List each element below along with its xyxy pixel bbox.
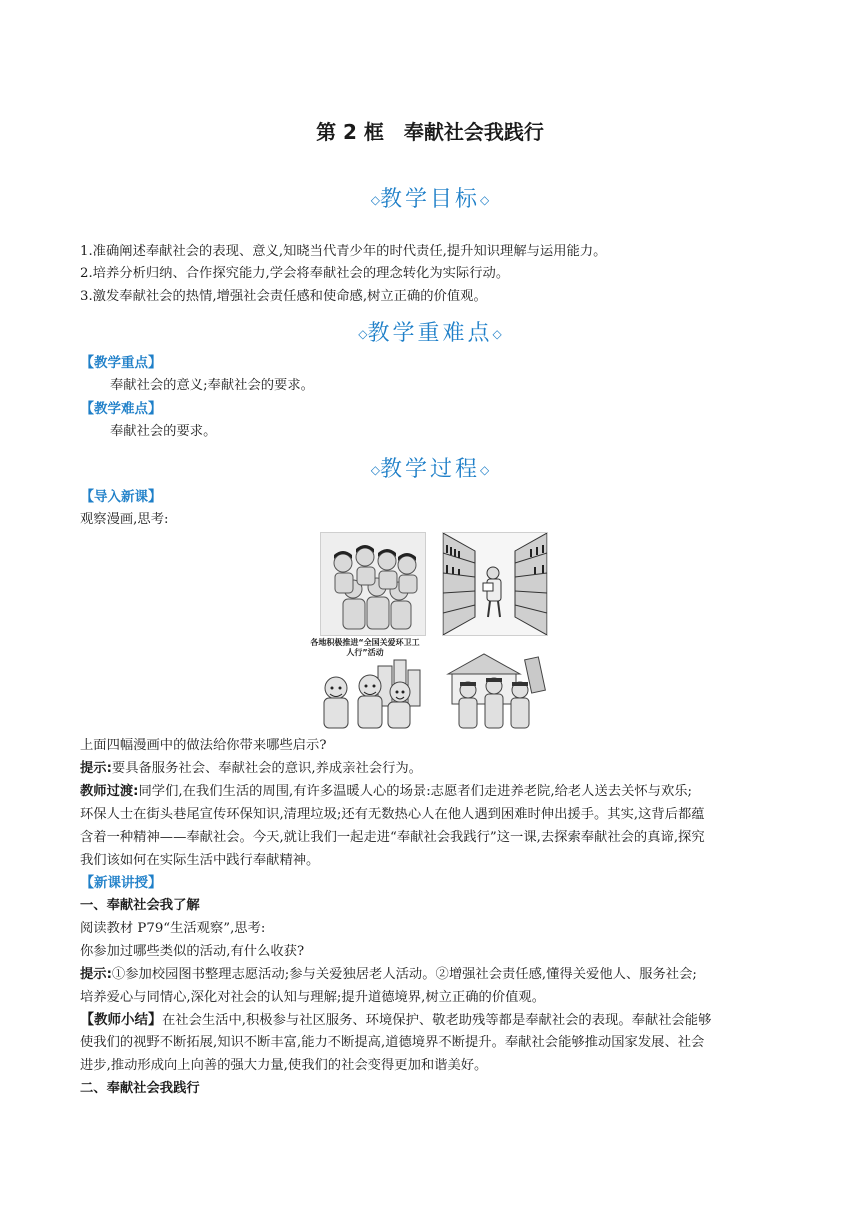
transition-line-3: 含着一种精神——奉献社会。今天,就让我们一起走进“奉献社会我践行”这一课,去探索奉献社会的真谛,探究 xyxy=(80,830,705,845)
hint-label: 提示: xyxy=(80,761,112,776)
intro-hint xyxy=(80,759,782,779)
objective-item-2: 2.培养分析归纳、合作探究能力,学会将奉献社会的理念转化为实际行动。 xyxy=(80,266,510,281)
summary-text-1: 在社会生活中,积极参与社区服务、环境保护、敬老助残等都是奉献社会的表现。奉献社会能够 xyxy=(162,1013,712,1028)
key-label: 【教学重点】 xyxy=(80,355,162,371)
diamond-icon: ◇ xyxy=(358,327,368,341)
comic-illustration xyxy=(308,532,552,734)
difficult-label: 【教学难点】 xyxy=(80,401,162,417)
difficult-label-text: 教学难点 xyxy=(94,401,148,417)
library-illustration xyxy=(443,533,547,635)
summary-label: 教师小结 xyxy=(94,1012,148,1028)
lecture-question: 你参加过哪些类似的活动,有什么收获? xyxy=(80,944,305,959)
lecture-label-text: 新课讲授 xyxy=(94,875,148,891)
lecture-read: 阅读教材 P79“生活观察”,思考: xyxy=(80,921,266,936)
lecture-label: 【新课讲授】 xyxy=(80,875,162,891)
diamond-icon: ◇ xyxy=(480,463,490,477)
summary-line-1: 【教师小结】在社会生活中,积极参与社区服务、环境保护、敬老助残等都是奉献社会的表现。奉献社会能够 xyxy=(80,1012,712,1028)
volunteers-illustration xyxy=(321,533,425,635)
comic-panel-community xyxy=(444,644,548,732)
section-heading-objectives xyxy=(0,182,860,213)
section-title-key-points: 教学重难点 xyxy=(367,321,493,346)
section-heading-process xyxy=(0,452,860,483)
community-illustration xyxy=(444,644,548,732)
objective-item-3: 3.激发奉献社会的热情,增强社会责任感和使命感,树立正确的价值观。 xyxy=(80,289,487,304)
comic-caption: 各地积极推进“全国关爱环卫工人行”活动 xyxy=(310,638,420,657)
intro-question: 上面四幅漫画中的做法给你带来哪些启示? xyxy=(80,738,327,753)
diamond-icon: ◇ xyxy=(492,327,502,341)
diamond-icon: ◇ xyxy=(370,193,380,207)
transition-text-1: 同学们,在我们生活的周围,有许多温暖人心的场景:志愿者们走进养老院,给老人送去关怀与欢乐; xyxy=(138,784,693,799)
transition-line-4: 我们该如何在实际生活中践行奉献精神。 xyxy=(80,853,320,868)
part2-title: 二、奉献社会我践行 xyxy=(80,1081,200,1096)
comic-panel-sanitation xyxy=(308,636,424,732)
lecture-hint-line-1 xyxy=(80,965,782,985)
lecture-hint-text-1: ①参加校园图书整理志愿活动;参与关爱独居老人活动。②增强社会责任感,懂得关爱他人、服务社会; xyxy=(111,967,697,982)
diamond-icon: ◇ xyxy=(370,463,380,477)
transition-label: 教师过渡: xyxy=(80,784,139,799)
intro-label: 【导入新课】 xyxy=(80,489,162,505)
difficult-content: 奉献社会的要求。 xyxy=(110,424,217,439)
comic-panel-volunteers xyxy=(320,532,426,636)
lecture-hint-label: 提示: xyxy=(80,967,112,982)
part1-title: 一、奉献社会我了解 xyxy=(80,898,200,913)
sanitation-illustration xyxy=(308,636,424,732)
transition-line-1 xyxy=(80,782,782,802)
section-title-objectives: 教学目标 xyxy=(379,187,480,212)
transition-line-2: 环保人士在街头巷尾宣传环保知识,清理垃圾;还有无数热心人在他人遇到困难时伸出援手。其实,这背后都蕴 xyxy=(80,807,705,822)
key-label-text: 教学重点 xyxy=(94,355,148,371)
hint-text: 要具备服务社会、奉献社会的意识,养成亲社会行为。 xyxy=(111,761,422,776)
comic-panel-library xyxy=(442,532,548,636)
diamond-icon: ◇ xyxy=(480,193,490,207)
intro-label-text: 导入新课 xyxy=(94,489,148,505)
summary-line-3: 进步,推动形成向上向善的强大力量,使我们的社会变得更加和谐美好。 xyxy=(80,1058,488,1073)
section-heading-key-points xyxy=(0,316,860,347)
objective-item-1: 1.准确阐述奉献社会的表现、意义,知晓当代青少年的时代责任,提升知识理解与运用能力。 xyxy=(80,244,607,259)
key-content: 奉献社会的意义;奉献社会的要求。 xyxy=(110,378,314,393)
page-title: 第 2 框 奉献社会我践行 xyxy=(316,120,544,144)
lecture-hint-line-2: 培养爱心与同情心,深化对社会的认知与理解;提升道德境界,树立正确的价值观。 xyxy=(80,990,546,1005)
section-title-process: 教学过程 xyxy=(379,457,480,482)
summary-line-2: 使我们的视野不断拓展,知识不断丰富,能力不断提高,道德境界不断提升。奉献社会能够推动国家发展、社会 xyxy=(80,1035,705,1050)
intro-prompt: 观察漫画,思考: xyxy=(80,512,169,527)
